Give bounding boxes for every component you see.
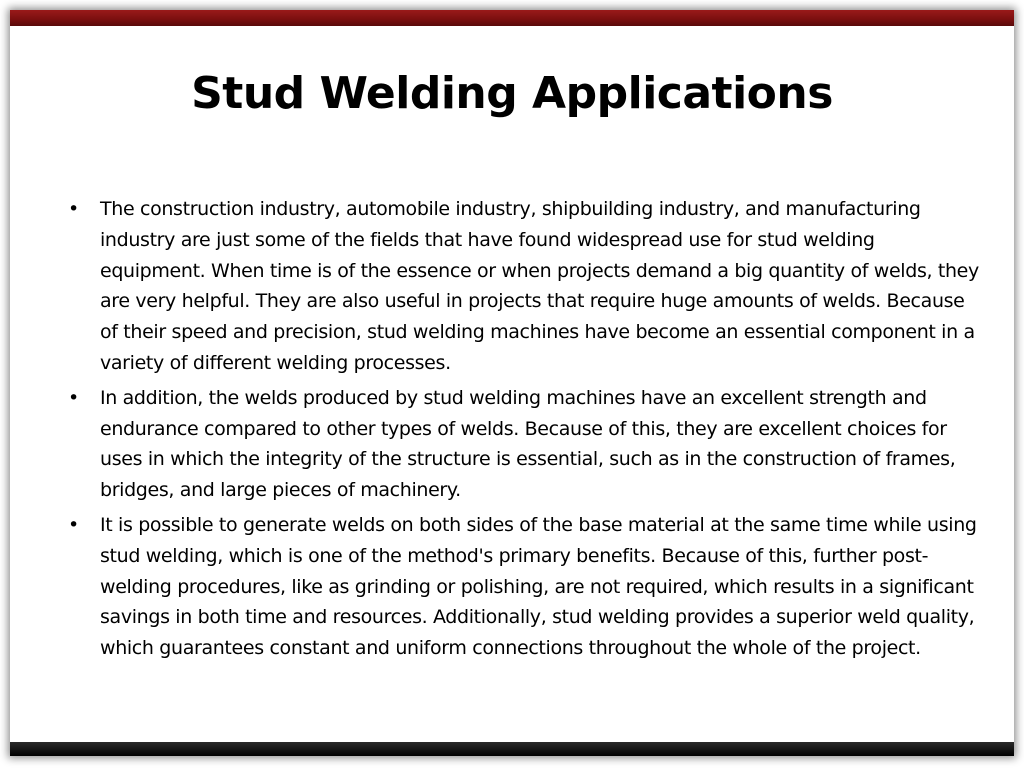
bullet-item <box>64 383 984 506</box>
bullet-text: In addition, the welds produced by stud welding machines have an excellent strength and endurance compared to other types of welds. Because of this, they are excellent choices for uses in which the integrity of the structure is essential, such as in the construction of frames, bridges, and large pieces of machinery. <box>100 386 956 502</box>
bullet-item <box>64 510 984 664</box>
bullet-list <box>64 194 984 668</box>
bullet-dot-icon: • <box>68 198 79 220</box>
bullet-text: The construction industry, automobile industry, shipbuilding industry, and manufacturing industry are just some of the fields that have found widespread use for stud welding equipment. When time is of the essence or when projects demand a big quantity of welds, they are very helpful. They are also useful in projects that require huge amounts of welds. Because of their speed and precision, stud welding machines have become an essential component in a variety of different welding processes. <box>100 198 979 374</box>
bullet-dot-icon: • <box>68 513 79 536</box>
bullet-text: It is possible to generate welds on both sides of the base material at the same time while using stud welding, which is one of the method's primary benefits. Because of this, further post-welding procedures, like as grinding or polishing, are not required, which results in a significant savings in both time and resources. Additionally, stud welding provides a superior weld quality, which guarantees constant and uniform connections throughout the whole of the project. <box>100 513 977 660</box>
slide-frame <box>10 10 1014 756</box>
bullet-item <box>64 194 984 379</box>
slide-title: Stud Welding Applications <box>191 68 833 119</box>
top-accent-bar <box>10 10 1014 26</box>
bullet-dot-icon: • <box>68 386 79 409</box>
bottom-accent-bar <box>10 742 1014 756</box>
